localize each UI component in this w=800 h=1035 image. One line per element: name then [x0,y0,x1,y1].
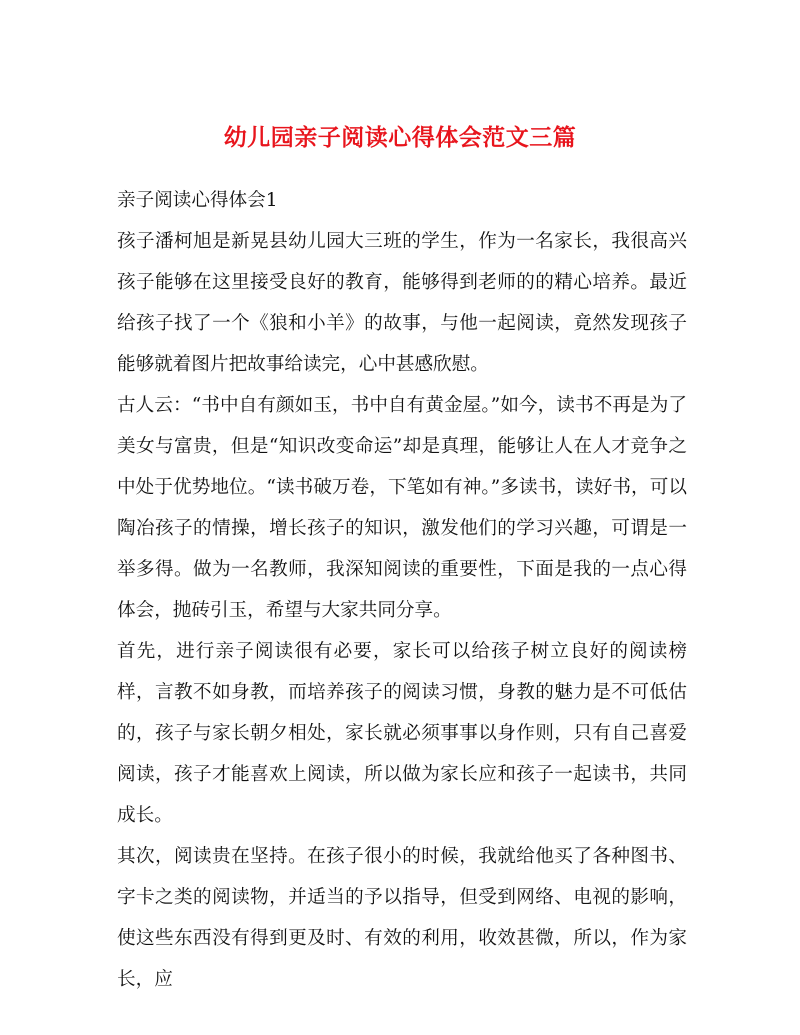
page-title: 幼儿园亲子阅读心得体会范文三篇 [223,124,577,152]
paragraph-3: 首先，进行亲子阅读很有必要，家长可以给孩子树立良好的阅读榜样，言教不如身教，而培养孩子的阅读习惯，身教的魅力是不可低估的，孩子与家长朝夕相处，家长就必须事事以身作则，只有自己喜爱阅读，孩子才能喜欢上阅读，所以做为家长应和孩子一起读书，共同成长。 [117,641,687,826]
paragraph-1: 孩子潘柯旭是新晃县幼儿园大三班的学生，作为一名家长，我很高兴孩子能够在这里接受良好的教育，能够得到老师的的精心培养。最近给孩子找了一个《狼和小羊》的故事，与他一起阅读，竟然发现孩子能够就着图片把故事给读完，心中甚感欣慰。 [117,231,687,375]
section-heading: 亲子阅读心得体会1 [117,190,278,211]
paragraph-4: 其次，阅读贵在坚持。在孩子很小的时候，我就给他买了各种图书、字卡之类的阅读物，并适当的予以指导，但受到网络、电视的影响，使这些东西没有得到更及时、有效的利用，收效甚微，所以，作为家长，应 [117,846,687,990]
paragraph-2: 古人云：“书中自有颜如玉，书中自有黄金屋。”如今，读书不再是为了美女与富贵，但是“知识改变命运”却是真理，能够让人在人才竞争之中处于优势地位。“读书破万卷，下笔如有神。”多读书，读好书，可以陶冶孩子的情操，增长孩子的知识，激发他们的学习兴趣，可谓是一举多得。做为一名教师，我深知阅读的重要性，下面是我的一点心得体会，抛砖引玉，希望与大家共同分享。 [117,395,687,621]
document-body [117,180,687,1000]
